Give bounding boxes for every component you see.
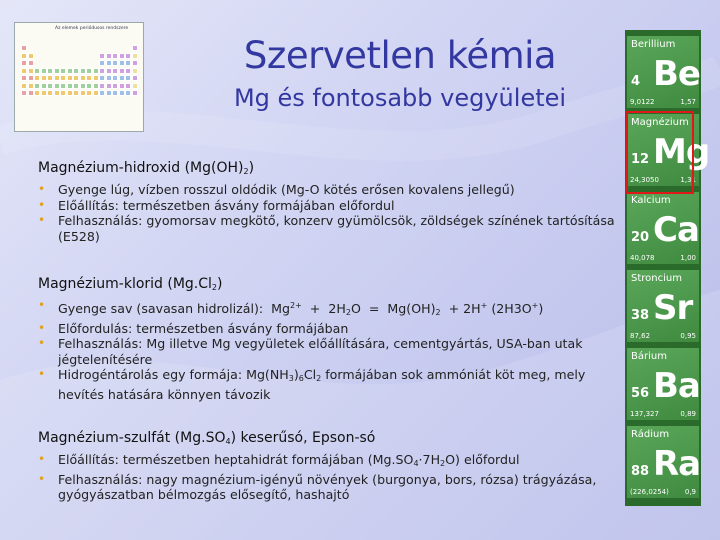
bullet-item [38, 472, 628, 503]
magnesium-highlight-frame [626, 111, 694, 194]
element-number: 20 [631, 230, 650, 245]
thumbnail-cell [132, 75, 138, 81]
element-mass: 87,62 [630, 332, 651, 340]
thumbnail-cell [47, 90, 53, 96]
element-electronegativity: 1,31 [680, 176, 696, 184]
thumbnail-cell [106, 90, 112, 96]
bullet-item [38, 336, 628, 367]
thumbnail-cell [132, 45, 138, 51]
thumbnail-cell [28, 68, 34, 74]
group-2-element-strip [625, 30, 710, 506]
bullet-text: Gyenge sav (savasan hidrolizál): $Mg^{2+} + 2H_2O = Mg(OH)_2 + 2H^+$ (2H3O+) [58, 301, 544, 318]
bullet-list [38, 298, 628, 402]
bullet-item [38, 321, 628, 337]
bullet-icon: • [38, 367, 46, 382]
bullet-item [38, 298, 628, 321]
thumbnail-cell [67, 75, 73, 81]
thumbnail-cell [28, 75, 34, 81]
thumbnail-cell [132, 83, 138, 89]
thumbnail-cell [34, 75, 40, 81]
thumbnail-cell [28, 83, 34, 89]
thumbnail-cell [86, 83, 92, 89]
thumbnail-cell [93, 90, 99, 96]
element-symbol: Sr [653, 288, 693, 328]
thumbnail-cell [125, 68, 131, 74]
bullet-list [38, 182, 628, 244]
element-number: 38 [631, 308, 650, 323]
thumbnail-cell [47, 75, 53, 81]
bullet-text: Gyenge lúg, vízben rosszul oldódik (Mg-O kötés erősen kovalens jellegű) [58, 182, 515, 197]
thumbnail-cell [54, 83, 60, 89]
element-electronegativity: 0,95 [680, 332, 696, 340]
thumbnail-cell [34, 68, 40, 74]
thumbnail-cell [60, 75, 66, 81]
thumbnail-cell [119, 60, 125, 66]
thumbnail-cell [119, 90, 125, 96]
bullet-text: Felhasználás: gyomorsav megkötő, konzerv gyümölcsök, zöldségek színének tartósítása (E528) [58, 213, 615, 244]
element-name: Rádium [631, 429, 670, 440]
thumbnail-cell [112, 75, 118, 81]
thumbnail-cell [93, 75, 99, 81]
bullet-icon: • [38, 320, 46, 335]
bullet-icon: • [38, 471, 46, 486]
bullet-list [38, 452, 628, 503]
element-mass: (226,0254) [630, 488, 669, 496]
section-magnesium-sulfate [38, 430, 628, 503]
thumbnail-cell [99, 90, 105, 96]
thumbnail-cell [34, 83, 40, 89]
element-mass: 24,3050 [630, 176, 659, 184]
thumbnail-cell [28, 60, 34, 66]
thumbnail-cell [125, 60, 131, 66]
thumbnail-cell [80, 83, 86, 89]
thumbnail-cell [41, 90, 47, 96]
thumbnail-cell [73, 83, 79, 89]
bullet-text: Felhasználás: Mg illetve Mg vegyületek előállítására, cementgyártás, USA-ban utak jégtelenítésére [58, 336, 583, 367]
element-cell-ba [627, 348, 699, 420]
thumbnail-cell [80, 90, 86, 96]
thumbnail-cell [99, 60, 105, 66]
element-cell-ca [627, 192, 699, 264]
element-symbol: Mg [653, 132, 710, 172]
element-name: Kalcium [631, 195, 671, 206]
element-number: 88 [631, 464, 650, 479]
thumbnail-cell [119, 68, 125, 74]
thumbnail-cell [119, 75, 125, 81]
thumbnail-cell [73, 68, 79, 74]
thumbnail-cell [119, 53, 125, 59]
thumbnail-caption: Az elemek periódusos rendszere [55, 26, 129, 31]
thumbnail-cell [60, 90, 66, 96]
thumbnail-cell [99, 83, 105, 89]
thumbnail-cell [132, 60, 138, 66]
bullet-icon: • [38, 213, 46, 227]
thumbnail-cell [125, 75, 131, 81]
thumbnail-cell [86, 90, 92, 96]
thumbnail-cell [86, 68, 92, 74]
section-heading: Magnézium-klorid $(Mg.Cl_2)$ [38, 276, 223, 292]
thumbnail-cell [54, 75, 60, 81]
thumbnail-cell [99, 53, 105, 59]
element-name: Magnézium [631, 117, 689, 128]
thumbnail-cell [60, 68, 66, 74]
bullet-icon: • [38, 298, 46, 312]
thumbnail-cell [93, 83, 99, 89]
periodic-table-thumbnail [14, 22, 144, 132]
bullet-item [38, 213, 628, 244]
thumbnail-cell [99, 68, 105, 74]
slide-title: Szervetlen kémia [243, 34, 557, 77]
thumbnail-cell [106, 68, 112, 74]
thumbnail-cell [28, 90, 34, 96]
element-cell-sr [627, 270, 699, 342]
bullet-item [38, 198, 628, 214]
thumbnail-cell [21, 53, 27, 59]
thumbnail-cell [80, 68, 86, 74]
element-name: Stroncium [631, 273, 682, 284]
thumbnail-cell [132, 68, 138, 74]
thumbnail-cell [67, 68, 73, 74]
element-symbol: Ra [653, 444, 701, 484]
thumbnail-cell [106, 83, 112, 89]
thumbnail-cell [47, 83, 53, 89]
thumbnail-cell [112, 60, 118, 66]
section-heading: Magnézium-hidroxid $(Mg(OH)_2)$ [38, 160, 255, 176]
bullet-icon: • [38, 197, 46, 212]
element-symbol: Be [653, 54, 700, 94]
thumbnail-cell [132, 53, 138, 59]
thumbnail-cell [21, 75, 27, 81]
thumbnail-cell [125, 90, 131, 96]
element-mass: 40,078 [630, 254, 655, 262]
element-name: Berillium [631, 39, 676, 50]
element-cell-be [627, 36, 699, 108]
thumbnail-cell [67, 83, 73, 89]
thumbnail-cell [67, 90, 73, 96]
thumbnail-cell [73, 90, 79, 96]
bullet-icon: • [38, 182, 46, 196]
thumbnail-cell [125, 53, 131, 59]
section-heading: Magnézium-szulfát $(Mg.SO_4)$ keserűsó, Epson-só [38, 430, 376, 446]
thumbnail-cell [99, 75, 105, 81]
thumbnail-cell [132, 90, 138, 96]
thumbnail-cell [112, 83, 118, 89]
element-electronegativity: 1,57 [680, 98, 696, 106]
thumbnail-cell [119, 83, 125, 89]
element-name: Bárium [631, 351, 667, 362]
thumbnail-cell [86, 75, 92, 81]
bullet-text: Előfordulás: természetben ásvány formájában [58, 320, 349, 336]
element-mass: 137,327 [630, 410, 659, 418]
thumbnail-cell [21, 68, 27, 74]
thumbnail-cell [112, 90, 118, 96]
thumbnail-cell [112, 68, 118, 74]
bullet-text: Hidrogéntárolás egy formája: $Mg(NH_3)_6Cl_2$ formájában sok ammóniát köt meg, mely hevítés hatására könnyen távozik [58, 367, 586, 402]
bullet-text: Előállítás: természetben heptahidrát formájában $(Mg.SO_4\cdot 7H_2O)$ előfordul [58, 452, 520, 468]
element-number: 12 [631, 152, 650, 167]
thumbnail-cell [54, 68, 60, 74]
section-magnesium-hydroxide [38, 160, 628, 244]
thumbnail-cell [60, 83, 66, 89]
section-magnesium-chloride [38, 276, 628, 402]
thumbnail-cell [41, 75, 47, 81]
element-number: 56 [631, 386, 650, 401]
bullet-icon: • [38, 452, 46, 466]
thumbnail-cell [106, 75, 112, 81]
bullet-item [38, 367, 628, 402]
element-mass: 9,0122 [630, 98, 655, 106]
element-number: 4 [631, 74, 641, 89]
bullet-item [38, 452, 628, 472]
thumbnail-cell [80, 75, 86, 81]
thumbnail-cell [21, 83, 27, 89]
thumbnail-cell [41, 68, 47, 74]
element-electronegativity: 0,89 [680, 410, 696, 418]
element-symbol: Ba [653, 366, 700, 406]
thumbnail-cell [21, 45, 27, 51]
bullet-icon: • [38, 336, 46, 351]
thumbnail-cell [21, 60, 27, 66]
thumbnail-cell [21, 90, 27, 96]
bullet-text: Felhasználás: nagy magnézium-igényű növények (burgonya, bors, rózsa) trágyázása, gyógyászatban bélmozgás elősegítő, hashajtó [58, 471, 597, 502]
thumbnail-cell [54, 90, 60, 96]
thumbnail-cell [106, 53, 112, 59]
element-cell-ra [627, 426, 699, 498]
slide-subtitle: Mg és fontosabb vegyületei [233, 84, 567, 112]
bullet-text: Előállítás: természetben ásvány formájában előfordul [58, 197, 395, 213]
thumbnail-cell [28, 53, 34, 59]
thumbnail-cell [41, 83, 47, 89]
thumbnail-cell [125, 83, 131, 89]
thumbnail-cell [73, 75, 79, 81]
thumbnail-cell [93, 68, 99, 74]
element-symbol: Ca [653, 210, 699, 250]
element-electronegativity: 0,9 [684, 488, 696, 496]
thumbnail-cell [34, 90, 40, 96]
bullet-item [38, 182, 628, 198]
thumbnail-cell [106, 60, 112, 66]
element-electronegativity: 1,00 [680, 254, 696, 262]
thumbnail-cell [112, 53, 118, 59]
thumbnail-cell [47, 68, 53, 74]
